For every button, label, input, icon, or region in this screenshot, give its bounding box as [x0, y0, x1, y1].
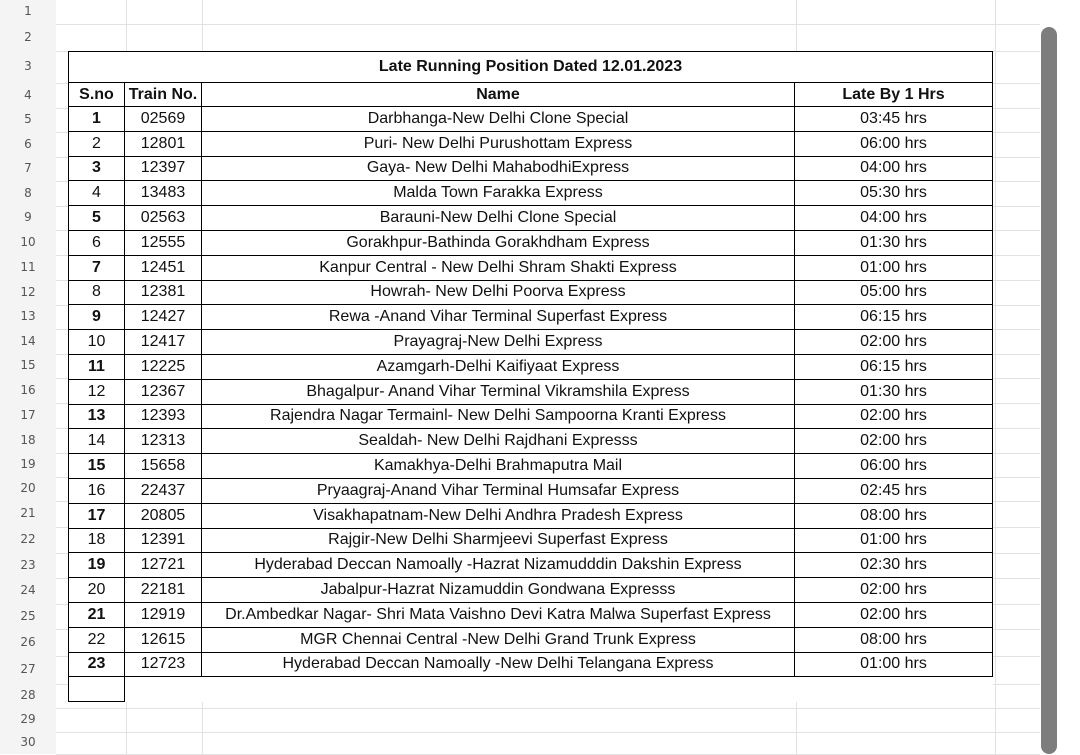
- train-no-cell[interactable]: 12427: [125, 305, 202, 330]
- row-number[interactable]: 15: [20, 358, 36, 372]
- train-name-cell[interactable]: Rajendra Nagar Termainl- New Delhi Sampoorna Kranti Express: [202, 404, 795, 429]
- row-number[interactable]: 28: [20, 688, 36, 702]
- train-no-cell[interactable]: 12919: [125, 602, 202, 627]
- sno-cell[interactable]: 2: [69, 131, 125, 156]
- late-by-cell[interactable]: 01:30 hrs: [795, 379, 993, 404]
- late-by-cell[interactable]: 01:00 hrs: [795, 652, 993, 677]
- table-row: [69, 107, 993, 132]
- train-name-cell[interactable]: Gorakhpur-Bathinda Gorakhdham Express: [202, 230, 795, 255]
- table-row: [69, 652, 993, 677]
- row-number[interactable]: 18: [20, 432, 36, 447]
- table-row: [69, 230, 993, 255]
- train-name-cell[interactable]: Howrah- New Delhi Poorva Express: [202, 280, 795, 305]
- train-no-cell[interactable]: 12397: [125, 156, 202, 181]
- row-number[interactable]: 8: [24, 185, 32, 200]
- row-number[interactable]: 4: [24, 87, 32, 102]
- train-no-cell[interactable]: 15658: [125, 454, 202, 479]
- train-name-cell[interactable]: Azamgarh-Delhi Kaifiyaat Express: [202, 354, 795, 379]
- empty-cell-span[interactable]: [125, 677, 993, 702]
- row-number[interactable]: 16: [20, 382, 36, 397]
- train-no-cell[interactable]: 12451: [125, 255, 202, 280]
- late-by-cell[interactable]: 02:00 hrs: [795, 578, 993, 603]
- train-no-cell[interactable]: 12393: [125, 404, 202, 429]
- header-name[interactable]: Name: [202, 83, 795, 107]
- train-no-cell[interactable]: 12391: [125, 528, 202, 553]
- header-late-by[interactable]: Late By 1 Hrs: [795, 83, 993, 107]
- grid-column-line: [995, 0, 996, 754]
- train-name-cell[interactable]: Jabalpur-Hazrat Nizamuddin Gondwana Expresss: [202, 578, 795, 603]
- train-name-cell[interactable]: Prayagraj-New Delhi Express: [202, 330, 795, 355]
- table-row: [69, 206, 993, 231]
- late-by-cell[interactable]: 02:00 hrs: [795, 330, 993, 355]
- late-by-cell[interactable]: 06:00 hrs: [795, 454, 993, 479]
- row-number[interactable]: 2: [24, 29, 32, 44]
- row-number[interactable]: 13: [20, 309, 36, 323]
- row-number[interactable]: 14: [20, 333, 36, 348]
- table-row: [69, 404, 993, 429]
- header-train-no[interactable]: Train No.: [125, 83, 202, 107]
- table-row: [69, 528, 993, 553]
- table-row: [69, 553, 993, 578]
- row-number[interactable]: 21: [20, 506, 36, 520]
- late-by-cell[interactable]: 04:00 hrs: [795, 206, 993, 231]
- table-row: [69, 602, 993, 627]
- row-number[interactable]: 19: [20, 457, 36, 471]
- sno-cell[interactable]: 14: [69, 429, 125, 454]
- row-number[interactable]: 7: [24, 161, 32, 175]
- train-name-cell[interactable]: Barauni-New Delhi Clone Special: [202, 206, 795, 231]
- row-number[interactable]: 29: [20, 712, 36, 726]
- train-name-cell[interactable]: Dr.Ambedkar Nagar- Shri Mata Vaishno Devi Katra Malwa Superfast Express: [202, 602, 795, 627]
- row-number[interactable]: 3: [24, 59, 32, 73]
- late-by-cell[interactable]: 02:00 hrs: [795, 429, 993, 454]
- sno-cell[interactable]: 18: [69, 528, 125, 553]
- sno-cell[interactable]: 13: [69, 404, 125, 429]
- late-by-cell[interactable]: 01:00 hrs: [795, 255, 993, 280]
- grid-line: [56, 24, 1040, 25]
- train-no-cell[interactable]: 12723: [125, 652, 202, 677]
- table-row: [69, 578, 993, 603]
- row-number[interactable]: 25: [20, 608, 36, 623]
- header-row: [69, 83, 993, 107]
- late-by-cell[interactable]: 06:15 hrs: [795, 354, 993, 379]
- sno-cell[interactable]: 17: [69, 503, 125, 528]
- train-name-cell[interactable]: Pryaagraj-Anand Vihar Terminal Humsafar Express: [202, 478, 795, 503]
- late-by-cell[interactable]: 01:30 hrs: [795, 230, 993, 255]
- late-by-cell[interactable]: 05:30 hrs: [795, 181, 993, 206]
- grid-line: [56, 732, 1040, 733]
- header-sno[interactable]: S.no: [69, 83, 125, 107]
- train-no-cell[interactable]: 12367: [125, 379, 202, 404]
- row-number[interactable]: 1: [24, 4, 32, 18]
- table-row: [69, 305, 993, 330]
- sno-cell[interactable]: 21: [69, 602, 125, 627]
- train-name-cell[interactable]: Bhagalpur- Anand Vihar Terminal Vikramshila Express: [202, 379, 795, 404]
- sno-cell[interactable]: 7: [69, 255, 125, 280]
- sno-cell[interactable]: 11: [69, 354, 125, 379]
- train-no-cell[interactable]: 12313: [125, 429, 202, 454]
- row-number[interactable]: 27: [20, 662, 36, 676]
- train-name-cell[interactable]: Kanpur Central - New Delhi Shram Shakti Express: [202, 255, 795, 280]
- train-no-cell[interactable]: 12801: [125, 131, 202, 156]
- train-name-cell[interactable]: Rewa -Anand Vihar Terminal Superfast Express: [202, 305, 795, 330]
- late-by-cell[interactable]: 02:30 hrs: [795, 553, 993, 578]
- train-no-cell[interactable]: 22437: [125, 478, 202, 503]
- late-by-cell[interactable]: 02:45 hrs: [795, 478, 993, 503]
- late-by-cell[interactable]: 02:00 hrs: [795, 602, 993, 627]
- train-name-cell[interactable]: Visakhapatnam-New Delhi Andhra Pradesh Express: [202, 503, 795, 528]
- sno-cell[interactable]: 20: [69, 578, 125, 603]
- train-no-cell[interactable]: 20805: [125, 503, 202, 528]
- empty-cell[interactable]: [69, 677, 125, 702]
- table-row: [69, 131, 993, 156]
- sno-cell[interactable]: 12: [69, 379, 125, 404]
- train-no-cell[interactable]: 22181: [125, 578, 202, 603]
- sno-cell[interactable]: 4: [69, 181, 125, 206]
- empty-row: [69, 677, 993, 702]
- table-row: [69, 379, 993, 404]
- train-name-cell[interactable]: Hyderabad Deccan Namoally -Hazrat Nizamudddin Dakshin Express: [202, 553, 795, 578]
- sno-cell[interactable]: 6: [69, 230, 125, 255]
- sno-cell[interactable]: 16: [69, 478, 125, 503]
- late-by-cell[interactable]: 03:45 hrs: [795, 107, 993, 132]
- row-number[interactable]: 26: [20, 634, 36, 649]
- train-no-cell[interactable]: 02569: [125, 107, 202, 132]
- late-by-cell[interactable]: 04:00 hrs: [795, 156, 993, 181]
- train-no-cell[interactable]: 12225: [125, 354, 202, 379]
- sno-cell[interactable]: 22: [69, 627, 125, 652]
- sno-cell[interactable]: 3: [69, 156, 125, 181]
- sno-cell[interactable]: 23: [69, 652, 125, 677]
- sno-cell[interactable]: 10: [69, 330, 125, 355]
- table-row: [69, 330, 993, 355]
- late-by-cell[interactable]: 06:00 hrs: [795, 131, 993, 156]
- late-by-cell[interactable]: 05:00 hrs: [795, 280, 993, 305]
- table-row: [69, 156, 993, 181]
- train-name-cell[interactable]: Kamakhya-Delhi Brahmaputra Mail: [202, 454, 795, 479]
- sno-cell[interactable]: 5: [69, 206, 125, 231]
- grid-line: [56, 708, 1040, 709]
- row-number[interactable]: 11: [20, 259, 36, 274]
- late-by-cell[interactable]: 06:15 hrs: [795, 305, 993, 330]
- train-name-cell[interactable]: Gaya- New Delhi MahabodhiExpress: [202, 156, 795, 181]
- train-name-cell[interactable]: MGR Chennai Central -New Delhi Grand Trunk Express: [202, 627, 795, 652]
- row-number[interactable]: 17: [20, 407, 36, 422]
- late-running-table: [68, 51, 993, 702]
- train-no-cell[interactable]: 12615: [125, 627, 202, 652]
- row-number[interactable]: 30: [20, 735, 36, 749]
- train-name-cell[interactable]: Puri- New Delhi Purushottam Express: [202, 131, 795, 156]
- row-number[interactable]: 23: [20, 557, 36, 572]
- sno-cell[interactable]: 8: [69, 280, 125, 305]
- row-number[interactable]: 22: [20, 532, 36, 546]
- table-row: [69, 255, 993, 280]
- table-row: [69, 181, 993, 206]
- late-by-cell[interactable]: 02:00 hrs: [795, 404, 993, 429]
- late-by-cell[interactable]: 08:00 hrs: [795, 503, 993, 528]
- row-number[interactable]: 12: [20, 284, 36, 299]
- table-row: [69, 429, 993, 454]
- table-row: [69, 354, 993, 379]
- table-row: [69, 454, 993, 479]
- table-row: [69, 478, 993, 503]
- row-number[interactable]: 20: [20, 481, 36, 495]
- train-no-cell[interactable]: 13483: [125, 181, 202, 206]
- train-name-cell[interactable]: Hyderabad Deccan Namoally -New Delhi Telangana Express: [202, 652, 795, 677]
- late-by-cell[interactable]: 08:00 hrs: [795, 627, 993, 652]
- row-number[interactable]: 5: [24, 112, 32, 126]
- sheet-title[interactable]: Late Running Position Dated 12.01.2023: [69, 52, 993, 83]
- sno-cell[interactable]: 15: [69, 454, 125, 479]
- table-row: [69, 503, 993, 528]
- sno-cell[interactable]: 9: [69, 305, 125, 330]
- sno-cell[interactable]: 1: [69, 107, 125, 132]
- late-by-cell[interactable]: 01:00 hrs: [795, 528, 993, 553]
- train-name-cell[interactable]: Darbhanga-New Delhi Clone Special: [202, 107, 795, 132]
- table-row: [69, 280, 993, 305]
- sno-cell[interactable]: 19: [69, 553, 125, 578]
- row-number[interactable]: 10: [20, 234, 36, 249]
- table-row: [69, 627, 993, 652]
- train-name-cell[interactable]: Sealdah- New Delhi Rajdhani Expresss: [202, 429, 795, 454]
- train-no-cell[interactable]: 12555: [125, 230, 202, 255]
- train-no-cell[interactable]: 12381: [125, 280, 202, 305]
- vertical-scrollbar[interactable]: [1041, 27, 1057, 754]
- train-no-cell[interactable]: 02563: [125, 206, 202, 231]
- row-number[interactable]: 6: [24, 136, 32, 151]
- row-number[interactable]: 9: [24, 210, 32, 224]
- train-no-cell[interactable]: 12721: [125, 553, 202, 578]
- train-name-cell[interactable]: Malda Town Farakka Express: [202, 181, 795, 206]
- row-number[interactable]: 24: [20, 583, 36, 597]
- train-name-cell[interactable]: Rajgir-New Delhi Sharmjeevi Superfast Express: [202, 528, 795, 553]
- train-no-cell[interactable]: 12417: [125, 330, 202, 355]
